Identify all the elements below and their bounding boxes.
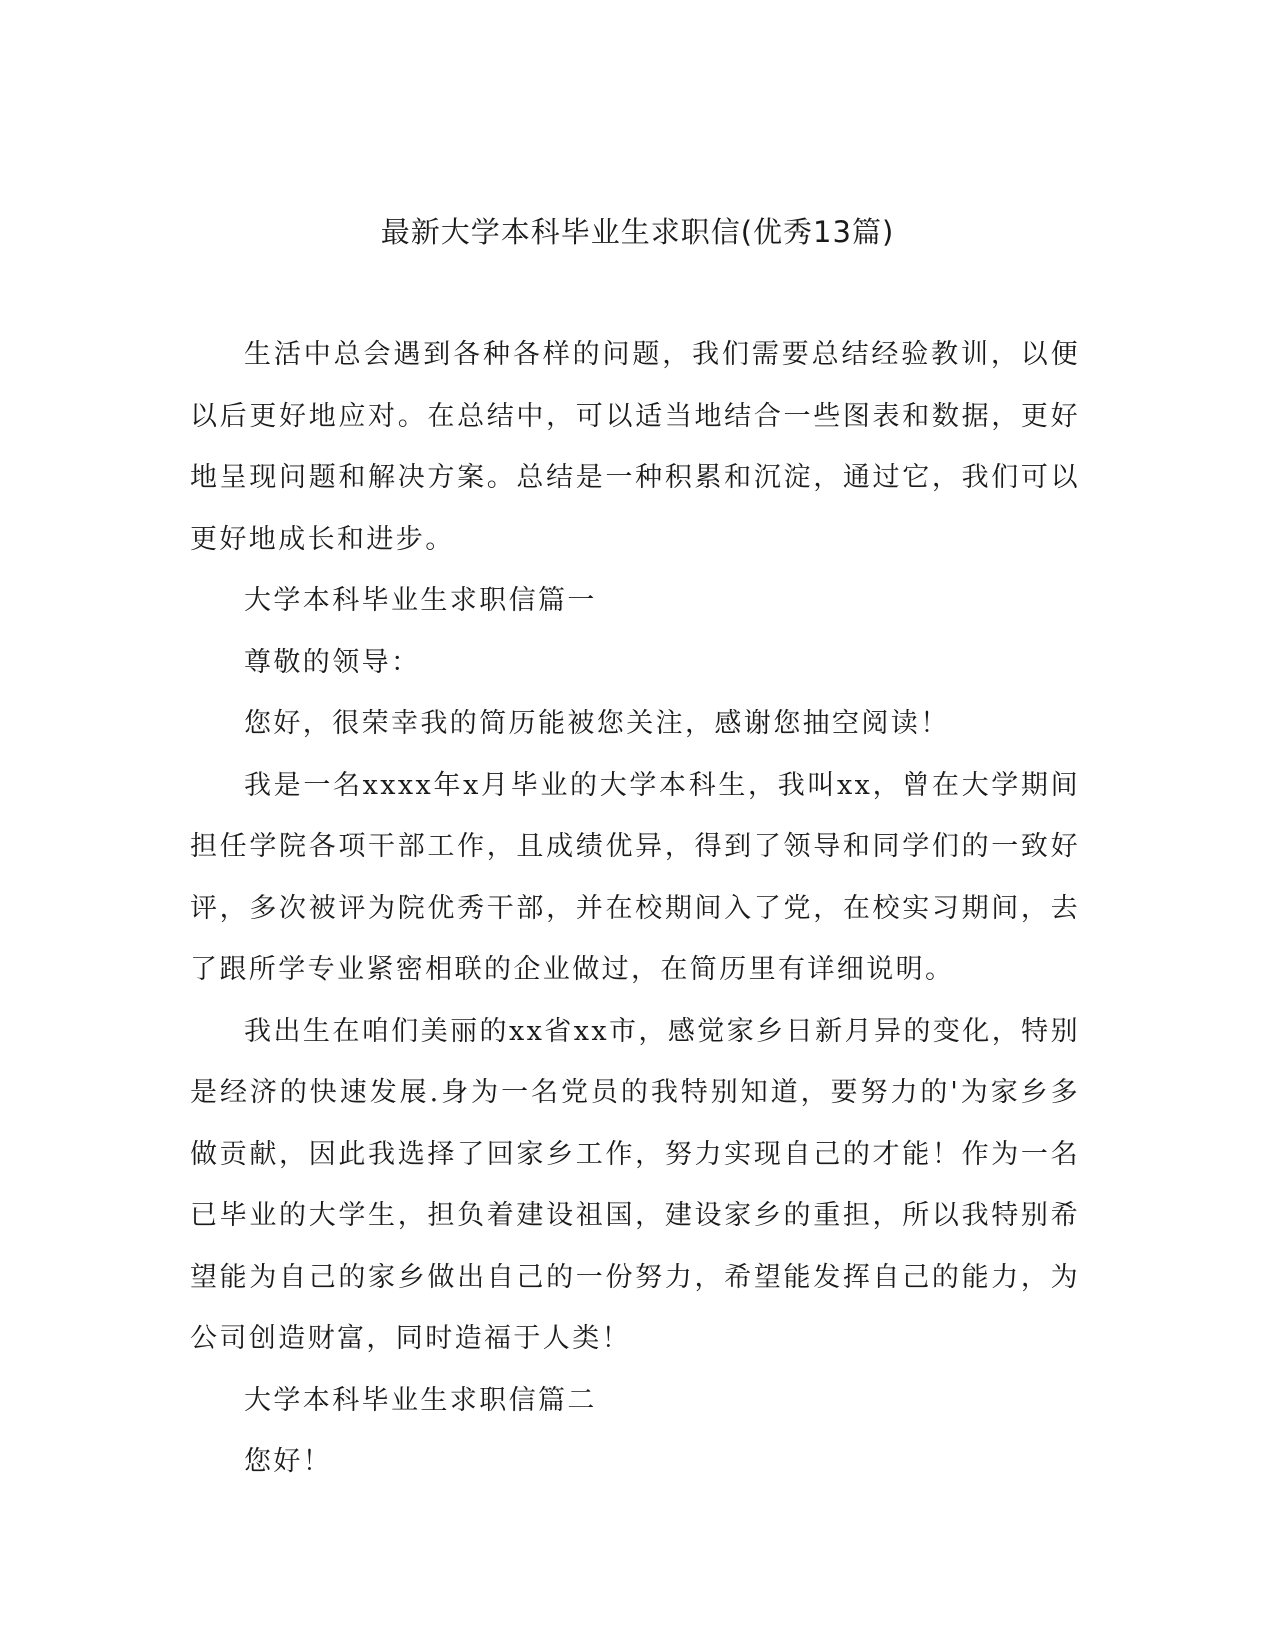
section-heading-2: 大学本科毕业生求职信篇二 (244, 1384, 597, 1416)
self-introduction-paragraph: 我是一名xxxx年x月毕业的大学本科生，我叫xx，曾在大学期间担任学院各项干部工作，且成绩优异，得到了领导和同学们的一致好评，多次被评为院优秀干部，并在校期间入了党，在校实习期间，去了跟所学专业紧密相联的企业做过，在简历里有详细说明。 (190, 769, 1080, 985)
section-heading-1: 大学本科毕业生求职信篇一 (244, 585, 597, 616)
greeting-line: 您好！ (244, 1446, 333, 1477)
intro-paragraph: 生活中总会遇到各种各样的问题，我们需要总结经验教训，以便以后更好地应对。在总结中，可以适当地结合一些图表和数据，更好地呈现问题和解决方案。总结是一种积累和沉淀，通过它，我们可以更好地成长和进步。 (190, 339, 1080, 555)
document-body (190, 324, 1080, 1493)
document-title: 最新大学本科毕业生求职信(优秀13篇) (380, 215, 895, 249)
hometown-paragraph: 我出生在咱们美丽的xx省xx市，感觉家乡日新月异的变化，特别是经济的快速发展.身为一名党员的我特别知道，要努力的'为家乡多做贡献，因此我选择了回家乡工作，努力实现自己的才能！作为一名已毕业的大学生，担负着建设祖国，建设家乡的重担，所以我特别希望能为自己的家乡做出自己的一份努力，希望能发挥自己的能力，为公司创造财富，同时造福于人类！ (190, 1015, 1080, 1354)
greeting-paragraph: 您好，很荣幸我的简历能被您关注，感谢您抽空阅读！ (244, 708, 950, 739)
salutation: 尊敬的领导： (244, 646, 421, 678)
